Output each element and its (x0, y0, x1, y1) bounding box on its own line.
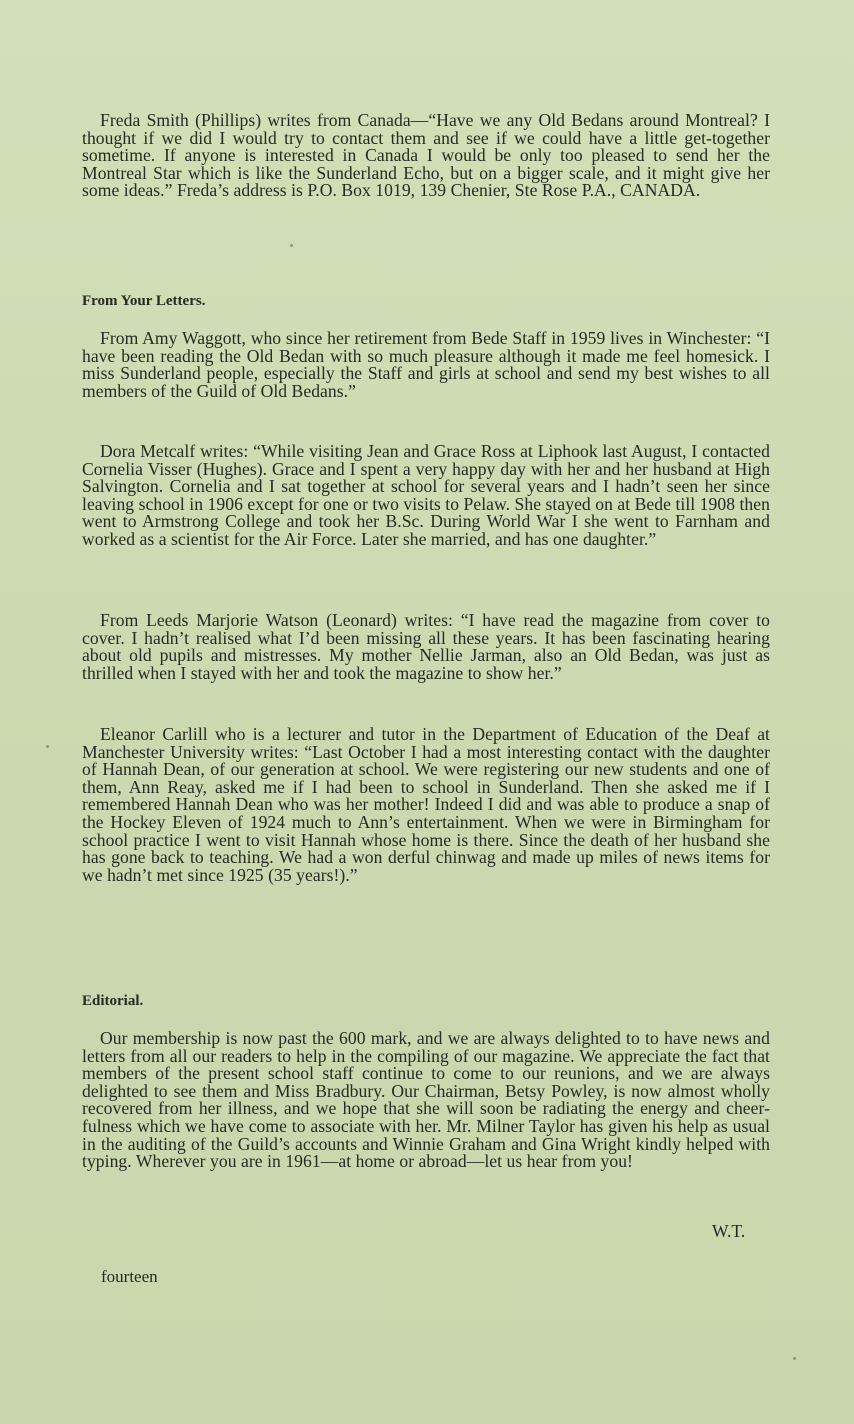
amy-waggott-letter: From Amy Waggott, who since her retirement from Bede Staff in 1959 lives in Winchester: “I have been reading the Old Bedan with so much pleasure although it made me feel homesick. I miss Sunderland people, especially the Staff and girls at school and send my best wishes to all members of the Guild of Old Bedans.” (82, 328, 770, 401)
from-your-letters-heading: From Your Letters. (82, 293, 206, 309)
marjorie-watson-letter: From Leeds Marjorie Watson (Leonard) writes: “I have read the magazine from cover to cover. I hadn’t realised what I’d been missing all these years. It has been fascinating hearing about old pupils and mistresses. My mother Nellie Jarman, also an Old Bedan, was just as thrilled when I stayed with her and took the magazine to show her.” (82, 610, 770, 683)
page-number: fourteen (101, 1267, 158, 1286)
eleanor-carlill-letter: Eleanor Carlill who is a lecturer and tutor in the Department of Education of the Deaf at Manchester University writes: “Last October I had a most interesting contact with the daughter of Hannah Dean, of our generation at school. We were registering our new students and one of them, Ann Reay, asked me if I had been to school in Sunderland. Then she asked me if I remembered Hannah Dean who was her mother! Indeed I did and was able to produce a snap of the Hockey Eleven of 1924 much to Ann’s entertainment. When we were in Birmingham for school practice I went to visit Hannah whose home is there. Since the death of her husband she has gone back to teaching. We had a won derful chinwag and made up miles of news items for we hadn’t met since 1925 (35 years!).” (82, 724, 770, 885)
paper-speck (290, 244, 293, 247)
editorial-heading: Editorial. (82, 993, 144, 1009)
paper-speck (46, 745, 49, 748)
dora-metcalf-letter: Dora Metcalf writes: “While visiting Jean and Grace Ross at Liphook last August, I contacted Cornelia Visser (Hughes). Grace and I spent a very happy day with her and her husband at High Salvington. Cornelia and I sat together at school for several years and I hadn’t seen her since leaving school in 1906 except for one or two visits to Pelaw. She stayed on at Bede till 1908 then went to Armstrong College and took her B.Sc. During World War I she went to Farnham and worked as a scientist for the Air Force. Later she married, and has one daughter.” (82, 441, 770, 549)
editorial-paragraph: Our membership is now past the 600 mark, and we are always delighted to to have news and letters from all our readers to help in the compiling of our magazine. We appreciate the fact that members of the present school staff continue to come to our reunions, and we are always delighted to see them and Miss Bradbury. Our Chairman, Betsy Powley, is now almost wholly recovered from her illness, and we hope that she will soon be radiating the energy and cheer-fulness which we have come to associate with her. Mr. Milner Taylor has given his help as usual in the auditing of the Guild’s accounts and Winnie Graham and Gina Wright kindly helped with typing. Wherever you are in 1961—at home or abroad—let us hear from you! (82, 1028, 770, 1172)
freda-smith-letter: Freda Smith (Phillips) writes from Canada—“Have we any Old Bedans around Montreal? I thought if we did I would try to contact them and see if we could have a little get-together sometime. If anyone is interested in Canada I would be only too pleased to send her the Montreal Star which is like the Sunderland Echo, but on a bigger scale, and it might give her some ideas.” Freda’s address is P.O. Box 1019, 139 Chenier, Ste Rose P.A., CANADA. (82, 110, 770, 201)
paper-speck (793, 1357, 796, 1360)
editorial-signature: W.T. (712, 1221, 746, 1241)
